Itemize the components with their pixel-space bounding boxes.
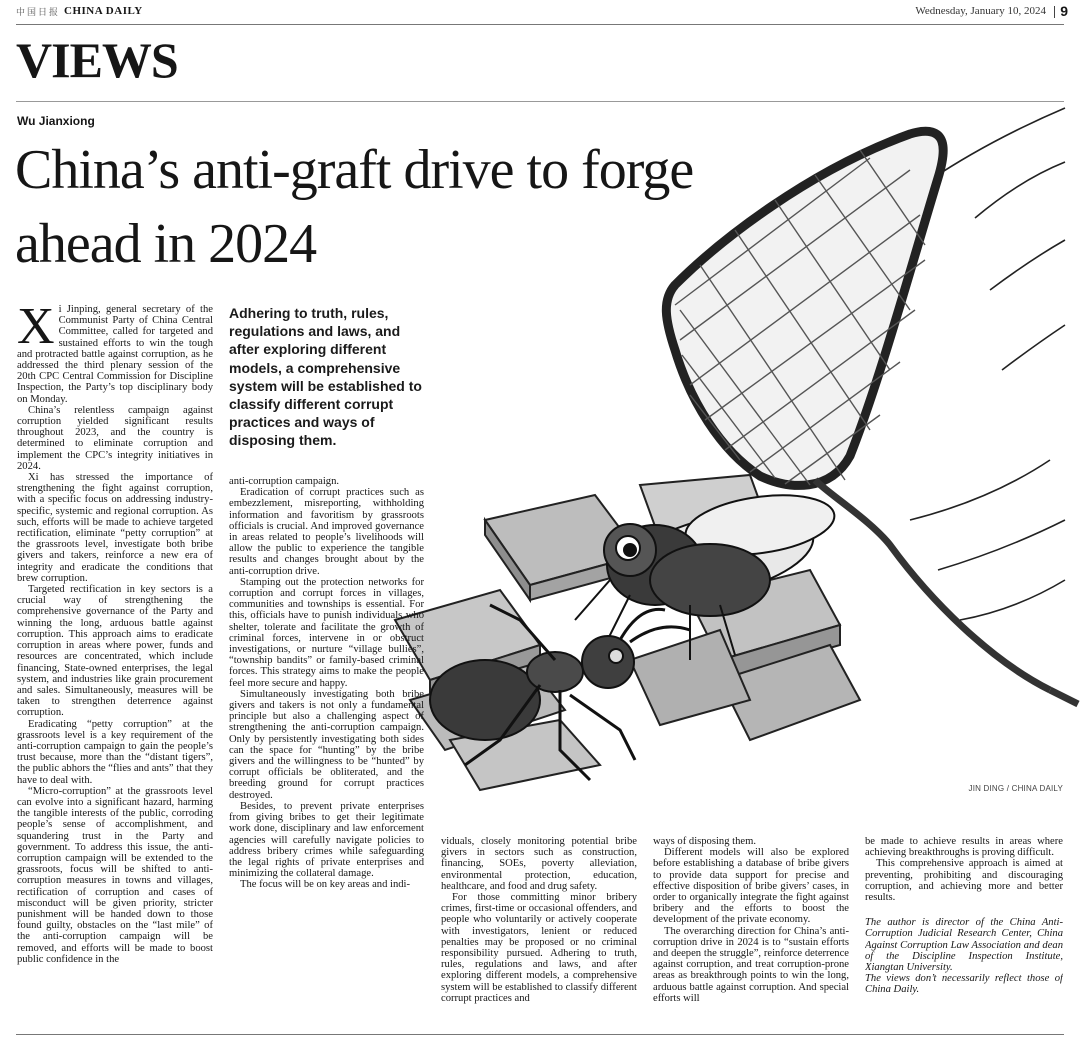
paragraph: For those committing minor bribery crimes, first-time or occasional offenders, and people who voluntarily or actively cooperate with investigators, lenient or reduced penalties may be proposed or no criminal responsibility pursued. Adhering to truth, rules, regulations and laws, and after exploring different models, a comprehensive system will be established to classify different corrupt practices and: [441, 892, 637, 1004]
issue-date: Wednesday, January 10, 2024: [915, 5, 1046, 17]
paragraph: be made to achieve results in areas where achieving breakthroughs is proving difficult.: [865, 836, 1063, 859]
pull-quote: Adhering to truth, rules, regulations and laws, and after exploring different models, a comprehensive system will be established to classify different corrupt practices and ways of disposing them.: [229, 305, 422, 449]
paragraph: Besides, to prevent private enterprises from giving bribes to get their legitimate work done, disciplinary and law enforcement agencies will carefully navigate policies to address bribery crimes while safeguarding the legal rights of private enterprises and minimizing the collateral damage.: [229, 800, 424, 880]
headline: China’s anti-graft drive to forge ahead in 2024: [15, 139, 694, 275]
article-column-2: [229, 476, 424, 1020]
china-daily-logo: 中国日报: [16, 8, 61, 18]
drop-cap: X: [17, 304, 55, 355]
section-title: VIEWS: [16, 32, 178, 88]
paragraph: Eradicating “petty corruption” at the grassroots level is a key requirement of the anti-corruption campaign to gain the people’s trust because, more than the “distant tigers”, the public abhors the “flies and ants” that they have to deal with.: [17, 718, 213, 786]
paragraph: anti-corruption campaign.: [229, 476, 340, 487]
masthead-strip: [16, 3, 1068, 23]
paragraph: The focus will be on key areas and indi-: [240, 879, 411, 891]
article-column-1: [17, 304, 213, 1020]
article-column-5: [865, 836, 1063, 1020]
paragraph: Eradication of corrupt practices such as embezzlement, misreporting, withholding information and favoritism by grassroots officials is crucial. And improved governance in areas related to people’s livelihoods will allow the public to experience the tangible results and changes brought about by the anti-corruption drive.: [229, 487, 424, 577]
paragraph: Simultaneously investigating both bribe givers and takers is not only a fundamental principle but also a challenging aspect of strengthening the anti-corruption campaign. Only by persistently investigating both sides can the space for “hunting” by the bribe givers and the willingness to be “hunted” by corrupt officials be obliterated, and the breeding ground for corrupt practices destroyed.: [229, 688, 424, 801]
paragraph: viduals, closely monitoring potential bribe givers in sectors such as construction, financing, SOEs, poverty alleviation, environmental protection, education, healthcare, and food and drug safety.: [441, 836, 637, 892]
paragraph: [17, 304, 213, 405]
paragraph: ways of disposing them.: [653, 836, 756, 847]
article-column-4: [653, 836, 849, 1020]
paragraph: The overarching direction for China’s anti-corruption drive in 2024 is to “sustain efforts and deepen the struggle”, reinforce deterrence against corruption, and treat corruption-prone areas as breakthrough points to win the long, arduous battle against corruption. And special efforts will: [653, 925, 849, 1004]
paragraph: Xi has stressed the importance of strengthening the fight against corruption, with a specific focus on addressing industry-specific, systemic and regional corruption. As such, efforts will be made to achieve targeted rectification, eliminate “petty corruption” at the grassroots level, investigate both bribe givers and takers, reinforce a new era of integrity and eradicate the conditions that brew corruption.: [17, 472, 213, 584]
author-bio: The author is director of the China Anti-Corruption Judicial Research Center, China Against Corruption Law Association and dean of the Discipline Inspection Institute, Xiangtan University.: [865, 917, 1063, 974]
article-column-3: [441, 836, 637, 1020]
paragraph: Targeted rectification in key sectors is a crucial way of strengthening the comprehensive governance of the Party and winning the long, arduous battle against corruption. This approach aims to eradicate corruption in areas where power, funds and resources are concentrated, which include financing, State-owned enterprises, the legal system, and industries like grain procurement and sales. Simultaneously, measures will be taken to strengthen deterrence against corruption.: [17, 584, 213, 719]
illustration-credit: JIN DING / CHINA DAILY: [968, 784, 1063, 793]
paragraph: Stamping out the protection networks for corruption and corrupt forces in villages, communities and townships is essential. For this, officials have to punish individuals who shelter, tolerate and facilitate the growth of criminal forces, intervene in or obstruct investigations, or nurture “village bullies”, “township bandits” or family-based criminal forces. This strategy aims to make the people feel more secure and happy.: [229, 576, 424, 689]
top-rule: [16, 24, 1064, 25]
paragraph: “Micro-corruption” at the grassroots level can evolve into a significant hazard, harming the tangible interests of the public, corroding people’s sense of accomplishment, and squandering trust in the Party and government. To address this issue, the anti-corruption campaign will be extended to the grassroots, focus will be shifted to anti-corruption measures in towns and villages, rectification of corruption and cases of misconduct will be given priority, stricter punishment will be handed down to those found guilty, obstacles on the “last mile” of the anti-corruption campaign will be removed, and efforts will be made to boost public confidence in the: [17, 785, 213, 965]
bottom-rule: [16, 1034, 1064, 1035]
paragraph-text: i Jinping, general secretary of the Communist Party of China Central Committee, called for targeted and sustained efforts to win the tough and protracted battle against corruption, as he addressed the third plenary session of the 20th CPC Central Commission for Discipline Inspection, the Party’s top disciplinary body on Monday.: [17, 304, 213, 405]
byline: Wu Jianxiong: [17, 114, 95, 128]
paragraph: This comprehensive approach is aimed at preventing, prohibiting and discouraging corruption, and achieving more and better results.: [865, 858, 1063, 904]
paper-name: CHINA DAILY: [64, 5, 143, 17]
disclaimer: The views don’t necessarily reflect those of China Daily.: [865, 973, 1063, 996]
paragraph: China’s relentless campaign against corruption yielded significant results throughout 2023, and the country is determined to eliminate corruption and implement the CPC’s integrity initiatives in 2024.: [17, 404, 213, 472]
page-number: 9: [1060, 3, 1068, 19]
page-separator: [1054, 6, 1055, 18]
paragraph: Different models will also be explored before establishing a database of bribe givers to provide data support for precise and effective disposition of bribe givers’ cases, in order to organically integrate the fight against bribery and the efforts to boost the development of the private economy.: [653, 847, 849, 926]
